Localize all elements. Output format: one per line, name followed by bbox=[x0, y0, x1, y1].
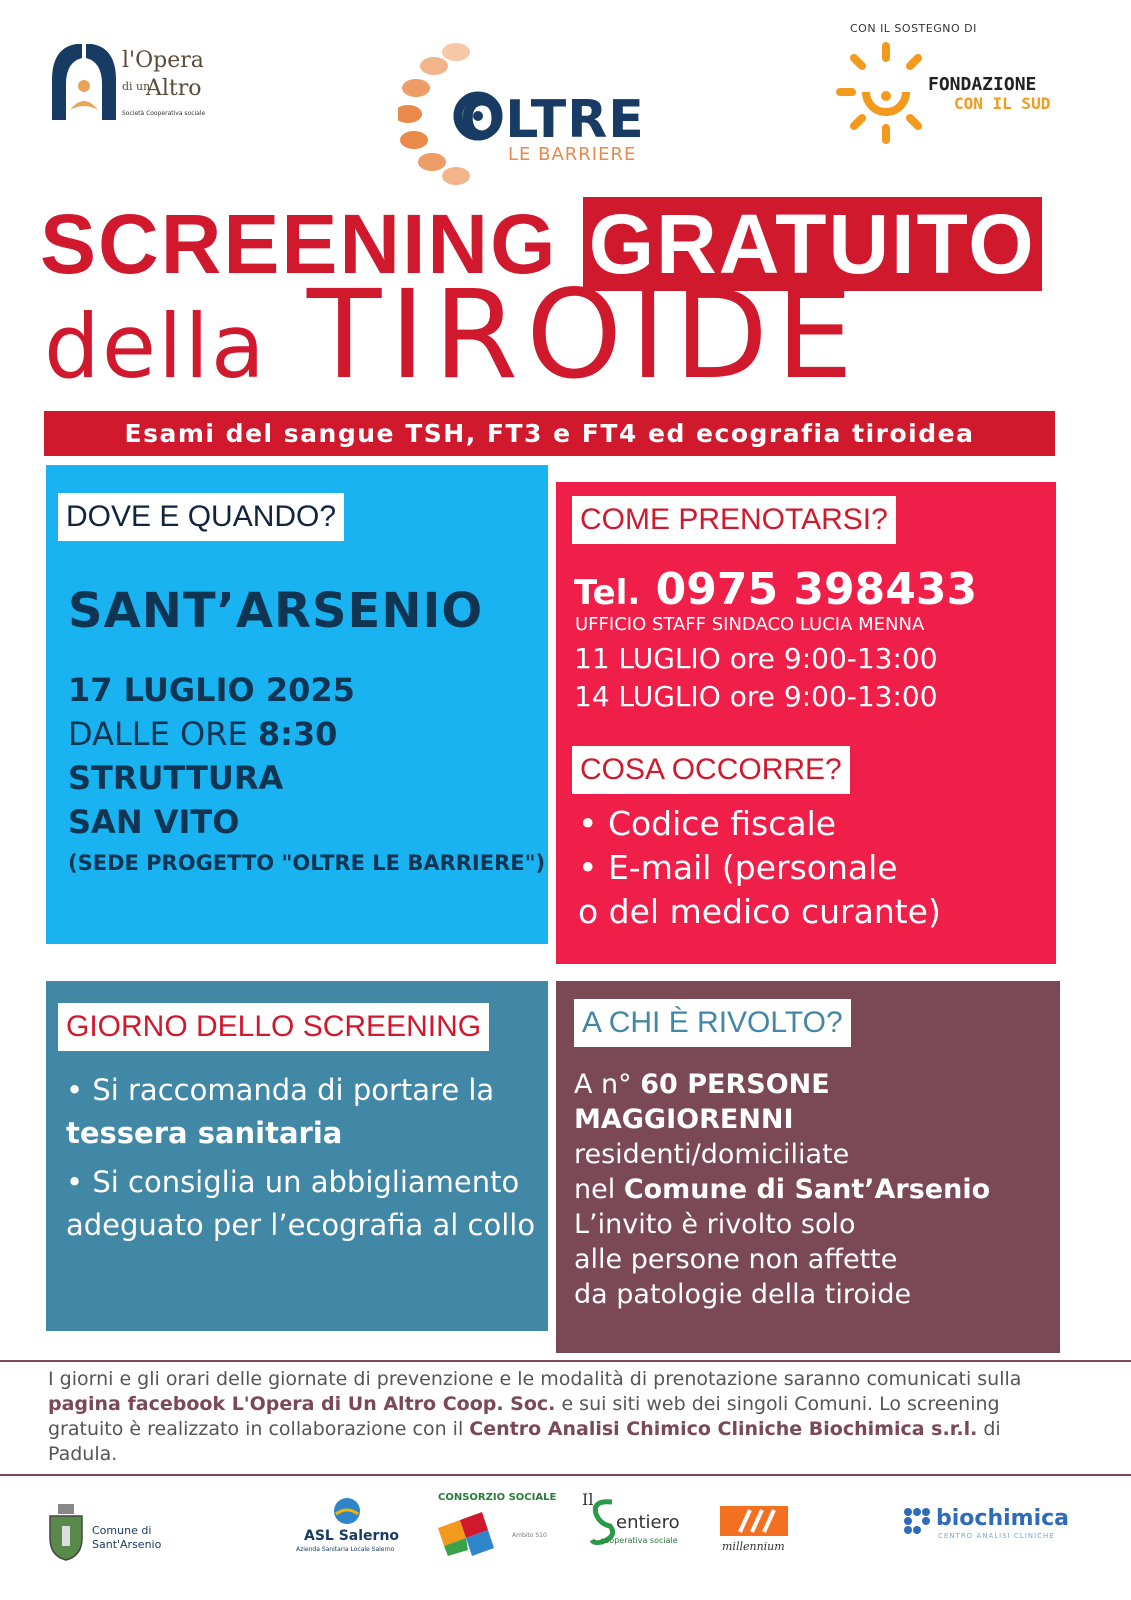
consorzio-tiles-icon bbox=[438, 1508, 508, 1558]
rivolto-line bbox=[574, 1067, 1054, 1102]
booking-day-1: 11 LUGLIO ore 9:00-13:00 bbox=[574, 642, 938, 675]
giorno-screening-panel bbox=[46, 981, 548, 1331]
dove-time-value: 8:30 bbox=[257, 715, 338, 753]
millennium-mark-icon bbox=[720, 1502, 790, 1538]
dove-city: SANT’ARSENIO bbox=[68, 583, 484, 639]
rivolto-l1-text: A n° bbox=[574, 1069, 641, 1100]
giorno-screening-list bbox=[66, 1069, 536, 1253]
opera-di-un-altro-logo bbox=[46, 40, 226, 130]
asl-globe-icon bbox=[332, 1496, 362, 1526]
footer-text-1: I giorni e gli orari delle giornate di prevenzione e le modalità di prenotazione saranno comunicati sulla bbox=[48, 1368, 1022, 1390]
title-della: della bbox=[44, 295, 267, 398]
dove-e-quando-heading: DOVE E QUANDO? bbox=[58, 493, 344, 541]
dove-note: (SEDE PROGETTO "OLTRE LE BARRIERE") bbox=[68, 851, 546, 875]
booking-day-2: 14 LUGLIO ore 9:00-13:00 bbox=[574, 680, 938, 713]
booking-phone[interactable] bbox=[574, 564, 977, 615]
rivolto-line: residenti/domiciliate bbox=[574, 1139, 850, 1170]
consorzio-sociale-logo bbox=[432, 1488, 562, 1568]
giorno-screening-heading: GIORNO DELLO SCREENING bbox=[58, 1003, 489, 1051]
title-screening: SCREENING bbox=[40, 197, 558, 291]
booking-phone-number[interactable]: 0975 398433 bbox=[655, 564, 978, 615]
list-item: o del medico curante) bbox=[578, 892, 941, 931]
come-prenotarsi-heading: COME PRENOTARSI? bbox=[572, 496, 896, 544]
footer-text-3: di Padula. bbox=[48, 1418, 1001, 1465]
dove-time-prefix: DALLE ORE bbox=[68, 715, 248, 753]
dove-e-quando-panel bbox=[46, 465, 548, 944]
subtitle-bar: Esami del sangue TSH, FT3 e FT4 ed ecografia tiroidea bbox=[44, 411, 1055, 456]
opera-hands-icon bbox=[46, 40, 122, 126]
il-sentiero-logo bbox=[578, 1488, 698, 1568]
title-gratuito-highlight: GRATUITO bbox=[583, 197, 1042, 291]
rivolto-l4-bold: Comune di Sant’Arsenio bbox=[623, 1174, 991, 1205]
consorzio-logo-line1: CONSORZIO SOCIALE bbox=[438, 1492, 557, 1503]
consorzio-logo-line2: Ambito S10 bbox=[512, 1532, 547, 1539]
sentiero-logo-line2: entiero bbox=[616, 1512, 680, 1533]
cosa-occorre-list bbox=[578, 802, 941, 934]
biochimica-logo-line2: CENTRO ANALISI CLINICHE bbox=[938, 1532, 1055, 1540]
coat-of-arms-icon bbox=[46, 1502, 86, 1562]
fondazione-con-il-sud-logo bbox=[836, 40, 1076, 160]
dove-structure-line2: SAN VITO bbox=[68, 803, 240, 841]
rivolto-l2-bold: MAGGIORENNI bbox=[574, 1104, 794, 1135]
fondazione-logo-line1: FONDAZIONE bbox=[928, 74, 1037, 95]
a-chi-rivolto-text bbox=[574, 1067, 1054, 1312]
oltre-logo-sub: LE BARRIERE bbox=[508, 144, 637, 165]
footer-text-2: e sui siti web dei singoli Comuni. Lo screening gratuito è realizzato in collaborazione con il bbox=[48, 1393, 1000, 1440]
sostegno-caption: CON IL SOSTEGNO DI bbox=[850, 22, 977, 35]
comune-logo-line2: Sant'Arsenio bbox=[92, 1538, 162, 1551]
list-item: • E-mail (personale bbox=[578, 848, 898, 887]
rivolto-line bbox=[574, 1102, 1054, 1137]
a-chi-rivolto-panel bbox=[556, 981, 1060, 1353]
biochimica-molecule-icon bbox=[900, 1504, 934, 1538]
title-line-2 bbox=[44, 264, 862, 427]
opera-logo-line3: Altro bbox=[146, 76, 202, 101]
booking-office: UFFICIO STAFF SINDACO LUCIA MENNA bbox=[575, 614, 925, 635]
booking-phone-prefix: Tel. bbox=[574, 573, 641, 613]
giorno-item1-text: • Si raccomanda di portare la bbox=[66, 1073, 495, 1107]
asl-logo-line1: ASL Salerno bbox=[304, 1528, 400, 1544]
sun-icon bbox=[836, 40, 928, 160]
comune-sant-arsenio-logo bbox=[46, 1488, 186, 1568]
opera-logo-line1: l'Opera bbox=[122, 48, 204, 73]
millennium-logo bbox=[716, 1488, 806, 1568]
come-prenotarsi-panel bbox=[556, 482, 1056, 964]
rivolto-l4-text: nel bbox=[574, 1174, 624, 1205]
dove-time bbox=[68, 715, 337, 753]
comune-logo-line1: Comune di bbox=[92, 1524, 152, 1537]
list-item bbox=[66, 1069, 536, 1155]
biochimica-logo bbox=[898, 1488, 1068, 1568]
fondazione-logo-line2: CON IL SUD bbox=[954, 94, 1051, 113]
list-item: • Codice fiscale bbox=[578, 804, 837, 843]
sentiero-logo-line3: cooperativa sociale bbox=[600, 1536, 678, 1545]
footer-facebook-page[interactable]: pagina facebook L'Opera di Un Altro Coop. Soc. bbox=[48, 1393, 556, 1415]
rivolto-line: da patologie della tiroide bbox=[574, 1279, 912, 1310]
list-item: • Si consiglia un abbigliamento adeguato per l’ecografia al collo bbox=[66, 1165, 536, 1242]
oltre-logo-name: OLTRE bbox=[460, 90, 645, 150]
giorno-item1-bold: tessera sanitaria bbox=[66, 1116, 343, 1150]
title-tiroide: TIROIDE bbox=[306, 264, 862, 406]
footer-note bbox=[48, 1367, 1058, 1467]
dove-date: 17 LUGLIO 2025 bbox=[68, 671, 355, 709]
opera-logo-line4: Società Cooperativa sociale bbox=[122, 110, 206, 117]
footer-divider-bottom bbox=[0, 1474, 1131, 1476]
cosa-occorre-heading: COSA OCCORRE? bbox=[572, 746, 850, 794]
dove-structure-line1: STRUTTURA bbox=[68, 759, 284, 797]
a-chi-rivolto-heading: A CHI È RIVOLTO? bbox=[574, 999, 851, 1047]
asl-logo-line2: Azienda Sanitaria Locale Salerno bbox=[296, 1546, 395, 1553]
rivolto-line: alle persone non affette bbox=[574, 1244, 898, 1275]
millennium-logo-line1: millennium bbox=[722, 1540, 785, 1553]
opera-logo-line2: di un bbox=[122, 80, 151, 93]
sentiero-logo-line1: Il bbox=[582, 1490, 594, 1509]
asl-salerno-logo bbox=[296, 1488, 416, 1568]
footer-divider-top bbox=[0, 1360, 1131, 1362]
biochimica-logo-line1: biochimica bbox=[936, 1506, 1069, 1531]
oltre-le-barriere-logo bbox=[398, 38, 668, 188]
rivolto-line bbox=[574, 1172, 1054, 1207]
rivolto-line: L’invito è rivolto solo bbox=[574, 1209, 856, 1240]
rivolto-l1-bold: 60 PERSONE bbox=[640, 1069, 830, 1100]
footer-lab-name: Centro Analisi Chimico Cliniche Biochimica s.r.l. bbox=[469, 1418, 978, 1440]
